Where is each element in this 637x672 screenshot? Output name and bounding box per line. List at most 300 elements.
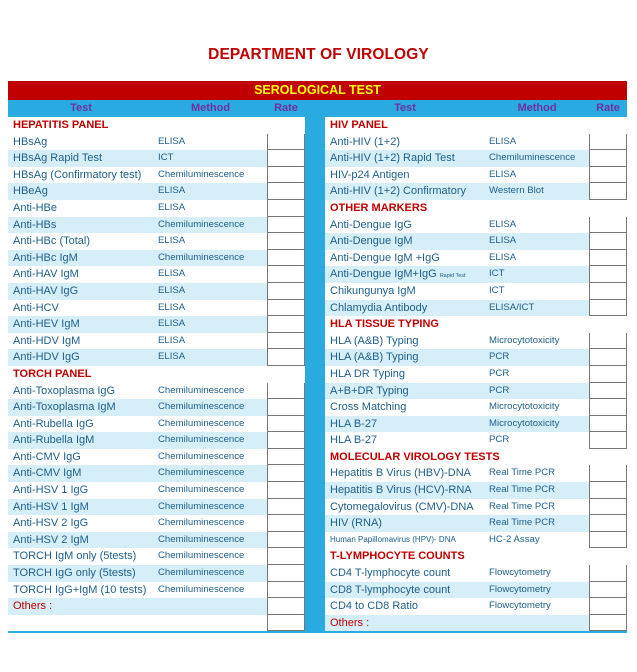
section-title: MOLECULAR VIROLOGY TESTS	[330, 450, 500, 463]
table-row	[325, 349, 627, 366]
test-method: Real Time PCR	[489, 500, 556, 512]
table-row	[325, 582, 627, 599]
rate-cell[interactable]	[267, 167, 305, 184]
test-name	[8, 349, 154, 366]
rate-cell[interactable]	[267, 565, 305, 582]
test-name-text: Anti-HDV IgM	[13, 334, 81, 347]
table-row	[325, 250, 627, 267]
rate-cell[interactable]	[267, 399, 305, 416]
test-method: ELISA	[158, 301, 186, 313]
test-method: Chemiluminescence	[158, 218, 245, 230]
table-row	[325, 432, 627, 449]
section-heading	[325, 548, 627, 565]
test-method: ELISA	[489, 135, 517, 147]
right-column	[325, 100, 627, 631]
column-separator	[305, 100, 325, 631]
test-method: Chemiluminescence	[158, 401, 245, 413]
test-name-text: Hepatitis B Virus (HBV)-DNA	[330, 467, 471, 480]
table-row	[8, 383, 305, 400]
test-name	[325, 465, 485, 482]
left-header	[8, 100, 305, 117]
test-method: Western Blot	[489, 185, 544, 197]
rate-cell[interactable]	[267, 217, 305, 234]
rate-cell[interactable]	[589, 465, 627, 482]
test-name	[325, 150, 485, 167]
test-name	[325, 233, 485, 250]
section-title: HIV PANEL	[330, 119, 388, 131]
table-row	[325, 465, 627, 482]
test-name	[325, 399, 485, 416]
rate-cell[interactable]	[589, 250, 627, 267]
test-name-text: Anti-HBe	[13, 201, 58, 214]
test-name	[325, 515, 485, 532]
others-label	[8, 598, 154, 615]
rate-cell[interactable]	[589, 366, 627, 383]
test-method: Chemiluminescence	[158, 583, 245, 595]
others-label	[325, 615, 485, 632]
rate-cell[interactable]	[589, 598, 627, 615]
test-name	[325, 499, 485, 516]
table-row	[325, 183, 627, 200]
test-name-text: Anti-HIV (1+2) Confirmatory	[330, 185, 467, 198]
test-name-text: HLA B-27	[330, 434, 378, 447]
table-row	[8, 399, 305, 416]
test-name-text: A+B+DR Typing	[330, 384, 409, 397]
test-method: Chemiluminescence	[158, 567, 245, 579]
test-name-text: HIV (RNA)	[330, 517, 382, 530]
table-row	[8, 515, 305, 532]
table-row	[8, 432, 305, 449]
test-name-text: TORCH IgG only (5tests)	[13, 567, 136, 580]
table-row	[325, 167, 627, 184]
rate-cell[interactable]	[589, 217, 627, 234]
test-name-text: Anti-HAV IgM	[13, 268, 79, 281]
test-name-text: TORCH IgG+IgM (10 tests)	[13, 583, 147, 596]
test-name	[8, 167, 154, 184]
test-name	[8, 200, 154, 217]
test-method: PCR	[489, 384, 510, 396]
test-name	[8, 266, 154, 283]
test-method: ICT	[158, 152, 174, 164]
test-method	[154, 598, 267, 615]
rate-cell[interactable]	[267, 349, 305, 366]
test-method: Real Time PCR	[489, 484, 556, 496]
test-name-text: Anti-HCV	[13, 301, 59, 314]
rate-cell[interactable]	[267, 383, 305, 400]
test-method: Chemiluminescence	[158, 500, 245, 512]
table-row	[8, 499, 305, 516]
table-row	[8, 200, 305, 217]
test-name-text: Anti-Rubella IgG	[13, 417, 94, 430]
test-name	[8, 134, 154, 151]
test-name-text: Chlamydia Antibody	[330, 301, 428, 314]
test-method: Chemiluminescence	[158, 168, 245, 180]
section-heading	[325, 316, 627, 333]
rate-cell[interactable]	[267, 499, 305, 516]
rate-cell[interactable]	[589, 565, 627, 582]
page-title: DEPARTMENT OF VIROLOGY	[208, 46, 429, 63]
section-title: OTHER MARKERS	[330, 201, 428, 214]
test-name-text: Hepatitis B Virus (HCV)-RNA	[330, 484, 472, 497]
test-name-text: Anti-HIV (1+2) Rapid Test	[330, 152, 455, 165]
test-method: Chemiluminescence	[158, 251, 245, 263]
section-title: TORCH PANEL	[13, 367, 92, 380]
header-method: Method	[190, 102, 231, 114]
test-name-text: Anti-HAV IgG	[13, 284, 79, 297]
test-method: ELISA	[158, 334, 186, 346]
test-name-text: Anti-HEV IgM	[13, 318, 80, 331]
rate-cell[interactable]	[267, 465, 305, 482]
test-method: Chemiluminescence	[158, 533, 245, 545]
test-method: Chemiluminescence	[158, 517, 245, 529]
test-name	[325, 283, 485, 300]
rate-cell[interactable]	[267, 582, 305, 599]
test-method: Chemiluminescence	[158, 434, 245, 446]
rate-cell[interactable]	[589, 383, 627, 400]
test-name-text: CD4 T-lymphocyte count	[330, 567, 451, 580]
rate-cell[interactable]	[267, 615, 305, 632]
table-row	[325, 532, 627, 549]
rate-cell[interactable]	[267, 150, 305, 167]
test-name	[8, 233, 154, 250]
rate-cell[interactable]	[589, 615, 627, 632]
rate-cell[interactable]	[267, 316, 305, 333]
rate-cell[interactable]	[267, 333, 305, 350]
table-row	[8, 150, 305, 167]
test-name	[325, 167, 485, 184]
table-row	[8, 482, 305, 499]
test-name	[8, 150, 154, 167]
rate-cell[interactable]	[267, 548, 305, 565]
table-row	[8, 532, 305, 549]
test-name-text: Anti-HBc (Total)	[13, 235, 91, 248]
test-name	[8, 465, 154, 482]
test-name-text: Anti-HSV 1 IgG	[13, 484, 89, 497]
rate-cell[interactable]	[267, 233, 305, 250]
rate-cell[interactable]	[589, 183, 627, 200]
rate-cell[interactable]	[267, 266, 305, 283]
test-name	[325, 250, 485, 267]
rate-cell[interactable]	[589, 532, 627, 549]
test-name-text: CD8 T-lymphocyte count	[330, 583, 451, 596]
test-method: ICT	[489, 268, 505, 280]
test-name	[325, 532, 485, 549]
rate-cell[interactable]	[267, 449, 305, 466]
table-row	[325, 233, 627, 250]
test-name-text: Anti-Toxoplasma IgM	[13, 401, 116, 414]
test-method: ELISA	[158, 351, 186, 363]
rate-cell[interactable]	[589, 349, 627, 366]
section-title: HEPATITIS PANEL	[13, 119, 109, 131]
table-row	[8, 300, 305, 317]
test-name-text: Anti-HBc IgM	[13, 251, 78, 264]
rate-cell[interactable]	[267, 250, 305, 267]
table-row	[8, 548, 305, 565]
section-heading	[8, 366, 305, 383]
test-name-text: HLA (A&B) Typing	[330, 351, 419, 364]
test-method: ELISA	[489, 251, 517, 263]
test-method: ELISA	[158, 135, 186, 147]
test-name-text: Anti-HBs	[13, 218, 57, 231]
table-row	[325, 366, 627, 383]
test-name	[325, 134, 485, 151]
header-test: Test	[70, 102, 92, 114]
table-row	[8, 283, 305, 300]
table-row	[325, 134, 627, 151]
test-name-text: Anti-CMV IgG	[13, 450, 81, 463]
rate-cell[interactable]	[267, 515, 305, 532]
test-name	[8, 316, 154, 333]
test-name	[325, 183, 485, 200]
test-name	[325, 598, 485, 615]
rate-cell[interactable]	[267, 598, 305, 615]
rate-cell[interactable]	[267, 200, 305, 217]
test-method: PCR	[489, 367, 510, 379]
test-method: ICT	[489, 284, 505, 296]
table-bottom-border	[8, 631, 627, 633]
rate-cell[interactable]	[267, 432, 305, 449]
test-name	[325, 482, 485, 499]
test-method: Chemiluminescence	[158, 384, 245, 396]
test-method: Chemiluminescence	[158, 484, 245, 496]
test-name	[8, 449, 154, 466]
rate-cell[interactable]	[267, 532, 305, 549]
table-row	[8, 465, 305, 482]
test-method: Flowcytometry	[489, 583, 551, 595]
test-name	[8, 615, 154, 632]
test-name	[8, 515, 154, 532]
table-row	[325, 217, 627, 234]
table-row	[325, 266, 627, 283]
test-method: HC-2 Assay	[489, 533, 540, 545]
test-name-text: Anti-HDV IgG	[13, 351, 80, 364]
rate-cell[interactable]	[589, 150, 627, 167]
rate-cell[interactable]	[267, 482, 305, 499]
test-name-text: HLA B-27	[330, 417, 378, 430]
table-row	[325, 399, 627, 416]
table-row	[8, 416, 305, 433]
rate-cell[interactable]	[589, 416, 627, 433]
test-name	[8, 333, 154, 350]
test-name	[8, 383, 154, 400]
test-name-text: HLA (A&B) Typing	[330, 334, 419, 347]
table-row	[8, 598, 305, 615]
test-name-text: Cytomegalovirus (CMV)-DNA	[330, 500, 474, 513]
rate-cell[interactable]	[589, 167, 627, 184]
test-method	[485, 615, 589, 632]
test-name	[8, 548, 154, 565]
table-row	[325, 416, 627, 433]
rate-cell[interactable]	[267, 134, 305, 151]
test-name	[8, 432, 154, 449]
rate-cell[interactable]	[589, 333, 627, 350]
rate-cell[interactable]	[589, 482, 627, 499]
table-row	[325, 300, 627, 317]
test-method: Flowcytometry	[489, 567, 551, 579]
table-row	[325, 515, 627, 532]
test-name	[325, 333, 485, 350]
rate-cell[interactable]	[267, 416, 305, 433]
test-method: ELISA	[158, 318, 186, 330]
test-name	[325, 582, 485, 599]
test-name-text: Anti-Dengue IgG	[330, 218, 412, 231]
test-method: ELISA	[489, 168, 517, 180]
test-name-text: Anti-Dengue IgM+IgG	[330, 268, 437, 281]
rate-cell[interactable]	[589, 134, 627, 151]
table-row	[8, 582, 305, 599]
rate-cell[interactable]	[267, 300, 305, 317]
test-name	[325, 383, 485, 400]
test-method: ELISA	[489, 235, 517, 247]
table-banner: SEROLOGICAL TEST	[8, 81, 627, 100]
test-name	[325, 266, 485, 283]
test-name-text: Cross Matching	[330, 401, 407, 414]
test-method: ELISA	[158, 185, 186, 197]
test-name	[325, 217, 485, 234]
table-row	[8, 233, 305, 250]
test-method: Chemiluminescence	[158, 417, 245, 429]
test-name	[8, 532, 154, 549]
test-method: ELISA	[489, 218, 517, 230]
right-header	[325, 100, 627, 117]
test-method: Real Time PCR	[489, 517, 556, 529]
test-name	[325, 565, 485, 582]
table-row	[8, 250, 305, 267]
table-row	[8, 266, 305, 283]
table-row	[325, 333, 627, 350]
test-name-text: HBsAg (Confirmatory test)	[13, 168, 142, 181]
table-row	[8, 217, 305, 234]
test-name	[325, 432, 485, 449]
rate-cell[interactable]	[267, 183, 305, 200]
test-method: Chemiluminescence	[158, 467, 245, 479]
test-name-text: HBsAg Rapid Test	[13, 152, 103, 165]
test-name	[325, 349, 485, 366]
table-row	[325, 150, 627, 167]
test-name-text: Anti-CMV IgM	[13, 467, 82, 480]
section-title: HLA TISSUE TYPING	[330, 318, 439, 331]
table-row	[325, 383, 627, 400]
test-name	[8, 416, 154, 433]
test-name-suffix: Rapid Test	[439, 273, 466, 280]
serology-table	[8, 81, 627, 633]
test-name	[8, 399, 154, 416]
header-method: Method	[517, 102, 557, 114]
test-name-text: CD4 to CD8 Ratio	[330, 600, 419, 613]
section-heading	[325, 200, 627, 217]
test-method: Microcytotoxicity	[489, 401, 560, 413]
rate-cell[interactable]	[589, 432, 627, 449]
table-row	[325, 482, 627, 499]
test-method: Chemiluminescence	[489, 152, 576, 164]
test-name	[8, 499, 154, 516]
test-method: Real Time PCR	[489, 467, 556, 479]
header-test: Test	[394, 102, 416, 114]
rate-cell[interactable]	[589, 300, 627, 317]
table-row	[8, 615, 305, 632]
test-name	[325, 366, 485, 383]
header-rate: Rate	[596, 102, 620, 114]
test-method: ELISA	[158, 268, 186, 280]
test-name-text: Anti-Dengue IgM	[330, 235, 413, 248]
test-name-text: Anti-HSV 2 IgM	[13, 533, 89, 546]
test-name-text: Anti-HIV (1+2)	[330, 135, 400, 148]
test-name-text: Others :	[330, 616, 370, 629]
table-row	[8, 134, 305, 151]
table-row	[325, 499, 627, 516]
test-method: ELISA/ICT	[489, 301, 535, 313]
test-method: Chemiluminescence	[158, 450, 245, 462]
table-row	[325, 598, 627, 615]
table-row	[8, 316, 305, 333]
table-row	[325, 565, 627, 582]
table-row	[8, 349, 305, 366]
test-name-text: TORCH IgM only (5tests)	[13, 550, 137, 563]
table-row	[8, 183, 305, 200]
test-name	[8, 183, 154, 200]
test-name	[8, 250, 154, 267]
rate-cell[interactable]	[589, 266, 627, 283]
test-method: Microcytotoxicity	[489, 417, 560, 429]
test-name-text: Anti-HSV 2 IgG	[13, 517, 89, 530]
test-name	[325, 416, 485, 433]
test-method: ELISA	[158, 201, 186, 213]
test-name-text: Anti-Rubella IgM	[13, 434, 95, 447]
test-name-text: Anti-Toxoplasma IgG	[13, 384, 116, 397]
rate-cell[interactable]	[589, 283, 627, 300]
test-name	[8, 565, 154, 582]
rate-cell[interactable]	[589, 499, 627, 516]
test-name-text: Others :	[13, 600, 53, 613]
table-row	[325, 283, 627, 300]
test-name	[8, 283, 154, 300]
table-row	[8, 565, 305, 582]
test-method: Microcytotoxicity	[489, 334, 560, 346]
test-name	[325, 300, 485, 317]
section-heading	[325, 449, 627, 466]
test-name-text: Chikungunya IgM	[330, 284, 416, 297]
rate-cell[interactable]	[267, 283, 305, 300]
test-name-text: Human Papillomavirus (HPV)- DNA	[330, 534, 456, 544]
test-name	[8, 300, 154, 317]
test-method: ELISA	[158, 235, 186, 247]
rate-cell[interactable]	[589, 233, 627, 250]
test-name-text: HIV-p24 Antigen	[330, 168, 410, 181]
rate-cell[interactable]	[589, 582, 627, 599]
header-rate: Rate	[274, 102, 298, 114]
table-row	[8, 167, 305, 184]
test-method: PCR	[489, 434, 510, 446]
section-heading	[325, 117, 627, 134]
section-title: T-LYMPHOCYTE COUNTS	[330, 550, 465, 563]
test-name-text: Anti-Dengue IgM +IgG	[330, 251, 440, 264]
test-name	[8, 582, 154, 599]
test-method: Flowcytometry	[489, 600, 551, 612]
test-name-text: HBsAg	[13, 135, 48, 148]
rate-cell[interactable]	[589, 399, 627, 416]
test-method: ELISA	[158, 284, 186, 296]
rate-cell[interactable]	[589, 515, 627, 532]
left-column	[8, 100, 305, 631]
test-name-text: HBeAg	[13, 185, 48, 198]
test-method: PCR	[489, 351, 510, 363]
test-name	[8, 482, 154, 499]
section-heading	[8, 117, 305, 134]
test-method	[154, 615, 267, 632]
test-name-text: Anti-HSV 1 IgM	[13, 500, 89, 513]
table-row	[8, 449, 305, 466]
test-method: Chemiluminescence	[158, 550, 245, 562]
